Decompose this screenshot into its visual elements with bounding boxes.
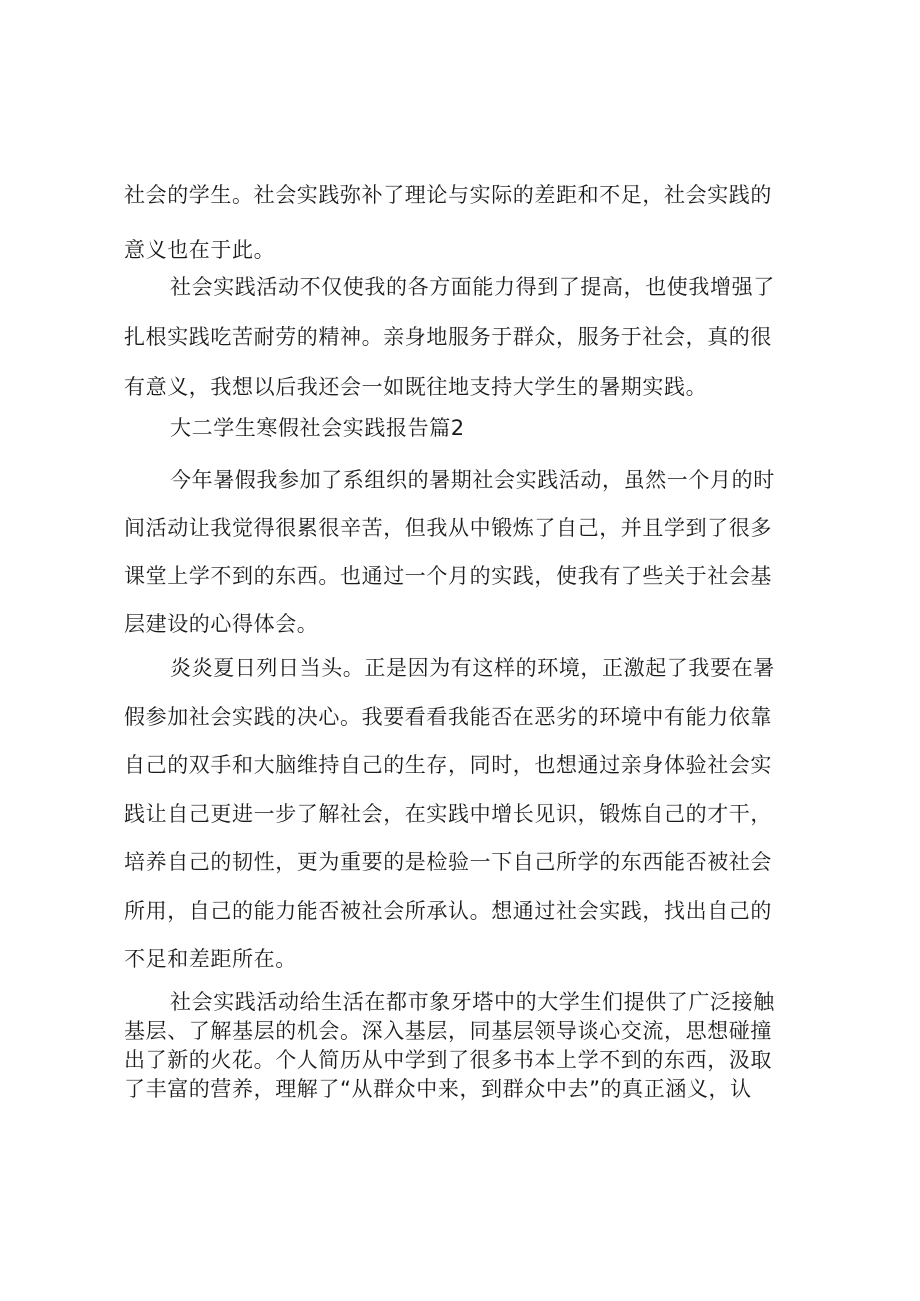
paragraph-line: 有意义，我想以后我还会一如既往地支持大学生的暑期实践。: [124, 375, 708, 399]
paragraph-line: 不足和差距所在。: [124, 947, 297, 971]
paragraph-line: 出了新的火花。个人简历从中学到了很多书本上学不到的东西，汲取: [124, 1048, 772, 1072]
paragraph-line: 自己的双手和大脑维持自己的生存，同时，也想通过亲身体验社会实: [124, 753, 772, 777]
paragraph-line: 课堂上学不到的东西。也通过一个月的实践，使我有了些关于社会基: [124, 564, 772, 588]
paragraph-line: 意义也在于此。: [124, 238, 276, 262]
paragraph-line: 层建设的心得体会。: [124, 612, 319, 636]
paragraph-line: 践让自己更进一步了解社会，在实践中增长见识，锻炼自己的才干，: [124, 801, 772, 826]
paragraph-line: 基层、了解基层的机会。深入基层，同基层领导谈心交流，思想碰撞: [124, 1019, 772, 1043]
paragraph-3: [124, 456, 824, 648]
paragraph-5: [124, 988, 824, 1104]
paragraph-line: 今年暑假我参加了系组织的暑期社会实践活动，虽然一个月的时: [170, 468, 775, 492]
paragraph-line: 社会实践活动不仅使我的各方面能力得到了提高，也使我增强了: [170, 275, 775, 299]
paragraph-line: 间活动让我觉得很累很辛苦，但我从中锻炼了自己，并且学到了很多: [124, 516, 772, 540]
paragraph-line: 所用，自己的能力能否被社会所承认。想通过社会实践，找出自己的: [124, 898, 772, 923]
paragraph-line: 社会实践活动给生活在都市象牙塔中的大学生们提供了广泛接触: [170, 990, 775, 1014]
paragraph-line: 假参加社会实践的决心。我要看看我能否在恶劣的环境中有能力依靠: [124, 704, 772, 729]
paragraph-line: 扎根实践吃苦耐劳的精神。亲身地服务于群众，服务于社会，真的很: [124, 325, 772, 349]
section-heading: [124, 407, 824, 449]
paragraph-line: 社会的学生。社会实践弥补了理论与实际的差距和不足，社会实践的: [124, 183, 772, 207]
paragraph-line: 炎炎夏日列日当头。正是因为有这样的环境，正激起了我要在暑: [170, 656, 775, 680]
section-heading-text: 大二学生寒假社会实践报告篇2: [170, 416, 465, 440]
paragraph-line: 了丰富的营养，理解了“从群众中来，到群众中去”的真正涵义，认: [124, 1077, 752, 1101]
paragraph-2: [124, 262, 824, 412]
paragraph-line: 培养自己的韧性，更为重要的是检验一下自己所学的东西能否被社会: [124, 850, 772, 874]
paragraph-4: [124, 644, 824, 984]
